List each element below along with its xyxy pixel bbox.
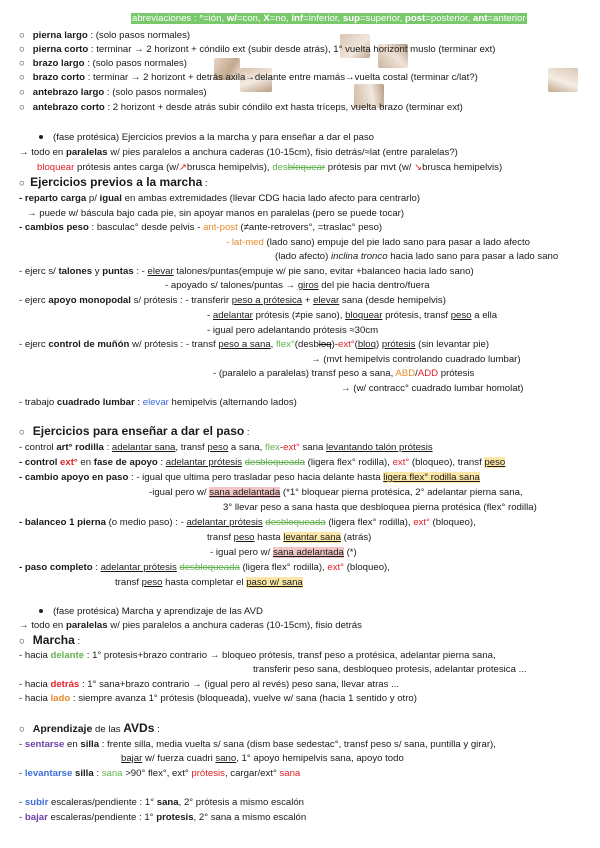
gait-row: - hacia delante : 1° protesis+brazo contrario → bloqueo prótesis, transf peso a protésica, adelantar pierna sana,	[19, 650, 496, 661]
section-heading: ○ Marcha :	[19, 633, 81, 647]
abbreviation-bar: abreviaciones : °=ión, w/=con, X=no, inf=inferior, sup=superior, post=posterior, ant=anterior	[132, 13, 526, 24]
avd-row: - sentarse en silla : frente silla, media vuelta s/ sana (dism base sedestac°, transf peso s/ sana, puntilla y girar),	[19, 739, 496, 750]
exercise-row: - ejerc control de muñón w/ prótesis : - transf peso a sana, flex°(desbloq)-ext°(bloq) prótesis (sin levantar pie)	[19, 339, 490, 350]
avd-row: - levantarse silla : sana >90° flex°, ext° prótesis, cargar/ext° sana	[19, 768, 301, 779]
avd-row: - subir escaleras/pendiente : 1° sana, 2° prótesis a mismo escalón	[19, 797, 305, 808]
exercise-row: - ejerc s/ talones y puntas : - elevar talones/puntas(empuje w/ pie sano, evitar +balanceo hacia lado sano)	[19, 266, 474, 277]
exercise-row: - trabajo cuadrado lumbar : elevar hemipelvis (alternando lados)	[19, 397, 297, 408]
section-heading: ○ Aprendizaje de las AVDs :	[19, 721, 160, 735]
exercise-row: transf peso hasta completar el paso w/ sana	[115, 577, 303, 588]
bullet-dot-icon	[39, 135, 43, 139]
list-item: ○ antebrazo corto : 2 horizont + desde atrás subir cóndilo ext hasta tríceps, vuelta brazo (terminar ext)	[19, 102, 463, 113]
exercise-row: -igual pero w/ sana adelantada (*1° bloquear pierna protésica, 2° adelantar pierna sana,	[149, 487, 523, 498]
exercise-row: - igual pero adelantando prótesis ≈30cm	[207, 325, 379, 336]
exercise-note: → (mvt hemipelvis controlando cuadrado lumbar)	[311, 354, 521, 365]
exercise-row: transf peso hasta levantar sana (atrás)	[207, 532, 372, 543]
list-item: ○ antebrazo largo : (solo pasos normales)	[19, 87, 207, 98]
avd-row: - bajar escaleras/pendiente : 1° protesis, 2° sana a mismo escalón	[19, 812, 307, 823]
exercise-note: → puede w/ báscula bajo cada pie, sin apoyar manos en paralelas (pero se puede tocar)	[27, 208, 405, 219]
exercise-row: 3° llevar peso a sana hasta que desbloquea pierna protésica (flex° rodilla)	[223, 502, 537, 513]
bandage-photo-torso	[548, 68, 578, 92]
section-intro: → todo en paralelas w/ pies paralelos a anchura caderas (10-15cm), fisio detrás	[19, 620, 362, 631]
avd-row: bajar w/ fuerza cuadri sano, 1° apoyo hemipelvis sana, apoyo todo	[121, 753, 404, 764]
gait-row: - hacia detrás : 1° sana+brazo contrario → (igual pero al revés) peso sana, llevar atras ...	[19, 679, 400, 690]
section-heading: ○ Ejercicios para enseñar a dar el paso :	[19, 424, 250, 438]
exercise-row: - paso completo : adelantar prótesis desbloqueada (ligera flex° rodilla), ext° (bloqueo),	[19, 562, 390, 573]
exercise-row: - balanceo 1 pierna (o medio paso) : - adelantar prótesis desbloqueada (ligera flex° rodilla), ext° (bloqueo),	[19, 517, 476, 528]
exercise-row: - cambio apoyo en paso : - igual que ultima pero trasladar peso hacia delante hasta ligera flex° rodilla sana	[19, 472, 480, 483]
abbrev-prefix: abreviaciones :	[132, 13, 197, 24]
section-intro: → todo en paralelas w/ pies paralelos a anchura caderas (10-15cm), fisio detrás/≈lat (entre paralelas?)	[19, 147, 458, 158]
gait-row: - hacia lado : siempre avanza 1° prótesis (bloqueada), vuelve w/ sana (hacia 1 sentido y otro)	[19, 693, 417, 704]
lock-note: bloquear prótesis antes carga (w/↗brusca hemipelvis), desbloquear prótesis par mvt (w/ ↘brusca hemipelvis)	[37, 162, 503, 173]
exercise-row: - cambios peso : basculac° desde pelvis - ant-post (≠ante-retrovers°, =traslac° peso)	[19, 222, 383, 233]
gait-row: transferir peso sana, desbloqueo protesis, adelantar protesica ...	[253, 664, 527, 675]
list-item: ○ brazo corto : terminar → 2 horizont + detrás axila→delante entre mamás→vuelta costal (terminar c/lat?)	[19, 72, 478, 83]
exercise-row: - ejerc apoyo monopodal s/ prótesis : - transferir peso a prótesica + elevar sana (desde hemipelvis)	[19, 295, 446, 306]
list-item: ○ pierna corto : terminar → 2 horizont + cóndilo ext (subir desde atrás), 1° vuelta horizont muslo (terminar ext)	[19, 44, 496, 55]
bullet-dot-icon	[39, 609, 43, 613]
section-heading: ○ Ejercicios previos a la marcha :	[19, 175, 208, 189]
exercise-row: - control art° rodilla : adelantar sana, transf peso a sana, flex-ext° sana levantando talón prótesis	[19, 442, 433, 453]
exercise-note: → (w/ contracc° cuadrado lumbar homolat)	[341, 383, 524, 394]
exercise-row: - control ext° en fase de apoyo : adelantar prótesis desbloqueada (ligera flex° rodilla), ext° (bloqueo), transf peso	[19, 457, 506, 468]
exercise-row: - apoyado s/ talones/puntas → giros del pie hacia dentro/fuera	[165, 280, 430, 291]
exercise-row: - (paralelo a paralelas) transf peso a sana, ABD/ADD prótesis	[213, 368, 475, 379]
exercise-row: - adelantar prótesis (≠pie sano), bloquear prótesis, transf peso a ella	[207, 310, 498, 321]
section-bullet: (fase protésica) Marcha y aprendizaje de las AVD	[39, 605, 263, 618]
exercise-row: (lado afecto) inclina tronco hacia lado sano para pasar a lado sano	[275, 251, 559, 262]
exercise-row: - reparto carga p/ igual en ambas extremidades (llevar CDG hacia lado afecto para centrarlo)	[19, 193, 421, 204]
exercise-row: - lat-med (lado sano) empuje del pie lado sano para pasar a lado afecto	[226, 237, 531, 248]
section-bullet: (fase protésica) Ejercicios previos a la marcha y para enseñar a dar el paso	[39, 131, 374, 144]
list-item: ○ brazo largo : (solo pasos normales)	[19, 58, 187, 69]
list-item: ○ pierna largo : (solo pasos normales)	[19, 30, 191, 41]
exercise-row: - igual pero w/ sana adelantada (*)	[210, 547, 357, 558]
